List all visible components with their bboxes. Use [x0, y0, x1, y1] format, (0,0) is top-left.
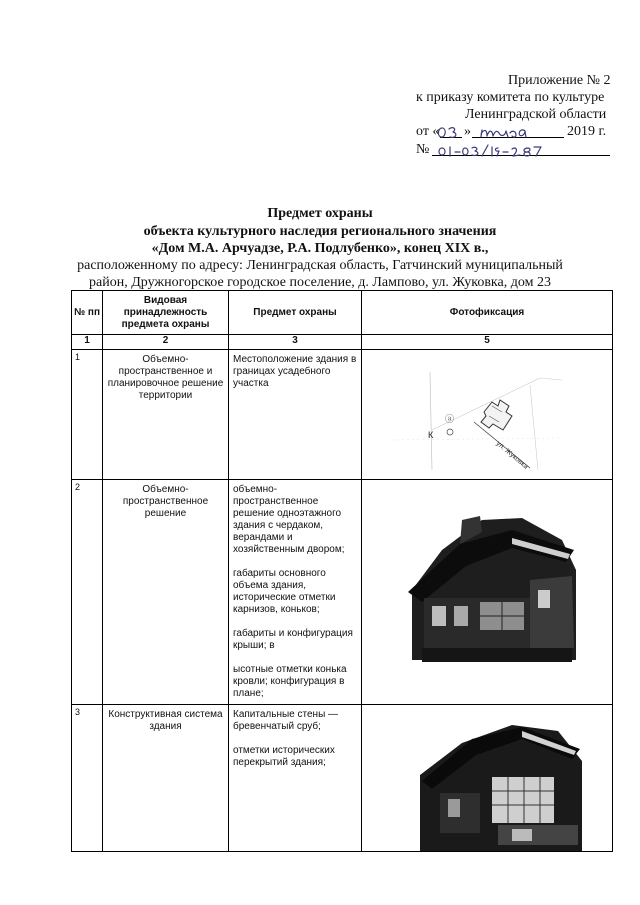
subject-text: Местоположение здания в границах усадебного участка — [233, 354, 357, 389]
table-row — [72, 705, 613, 852]
address-line-2: район, Дружногорское городское поселение, д. Лампово, ул. Жуковка, дом 23 — [89, 275, 551, 290]
date-year: 2019 г. — [567, 124, 607, 139]
row-subject — [229, 350, 362, 480]
row-number: 1 — [72, 350, 103, 480]
appendix-label: Приложение № 2 — [508, 73, 611, 88]
number-prefix: № — [416, 142, 430, 157]
photo-cell — [362, 705, 613, 852]
date-quote-close: » — [464, 124, 471, 139]
row-number: 2 — [72, 480, 103, 705]
column-number: 2 — [103, 335, 229, 350]
map-street-label: ул. Жуковка — [494, 440, 530, 471]
row-number: 3 — [72, 705, 103, 852]
column-number: 5 — [362, 335, 613, 350]
subject-text: объемно-пространственное решение одноэтажного здания с чердаком, верандами и хозяйственным двором; — [233, 484, 345, 555]
table-header-row — [72, 291, 613, 335]
row-type: Объемно-пространственное и планировочное решение территории — [103, 350, 229, 480]
subject-text: отметки исторических перекрытий здания; — [233, 745, 335, 768]
doc-title: Предмет охраны — [267, 206, 373, 221]
row-type: Конструктивная система здания — [103, 705, 229, 852]
header-subject: Предмет охраны — [229, 291, 362, 335]
row-subject — [229, 705, 362, 852]
photo-cell — [362, 480, 613, 705]
header-num: № пп — [72, 291, 103, 335]
map-k-label: К — [428, 430, 434, 440]
house-photo — [362, 705, 613, 851]
subject-text: Капитальные стены — бревенчатый сруб; — [233, 709, 339, 732]
handwritten-date-signature — [436, 118, 616, 158]
row-type: Объемно-пространственное решение — [103, 480, 229, 705]
table-row — [72, 480, 613, 705]
column-number: 1 — [72, 335, 103, 350]
order-reference: к приказу комитета по культуре — [416, 90, 605, 105]
protection-table — [71, 290, 613, 852]
table-row — [72, 350, 613, 480]
subject-text: габариты и конфигурация крыши; в — [233, 628, 353, 651]
object-name: «Дом М.А. Арчуадзе, Р.А. Подлубенко», конец XIX в., — [151, 241, 489, 256]
date-prefix: от « — [416, 124, 440, 139]
committee-region: Ленинградской области — [465, 107, 607, 122]
column-number: 3 — [229, 335, 362, 350]
column-number-row — [72, 335, 613, 350]
row-subject — [229, 480, 362, 705]
header-photo: Фотофиксация — [362, 291, 613, 335]
address-line-1: расположенному по адресу: Ленинградская область, Гатчинский муниципальный — [77, 258, 563, 273]
photo-cell — [362, 350, 613, 480]
header-type: Видовая принадлежность предмета охраны — [103, 291, 229, 335]
doc-subtitle: объекта культурного наследия регионального значения — [143, 224, 497, 239]
subject-text: габариты основного объема здания, исторические отметки карнизов, коньков; — [233, 568, 336, 615]
house-photo — [362, 480, 613, 687]
subject-text: ысотные отметки конька кровли; конфигурация в плане; — [233, 664, 347, 699]
site-plan-map — [362, 350, 613, 479]
map-circled-label: ⓐ — [445, 414, 455, 424]
